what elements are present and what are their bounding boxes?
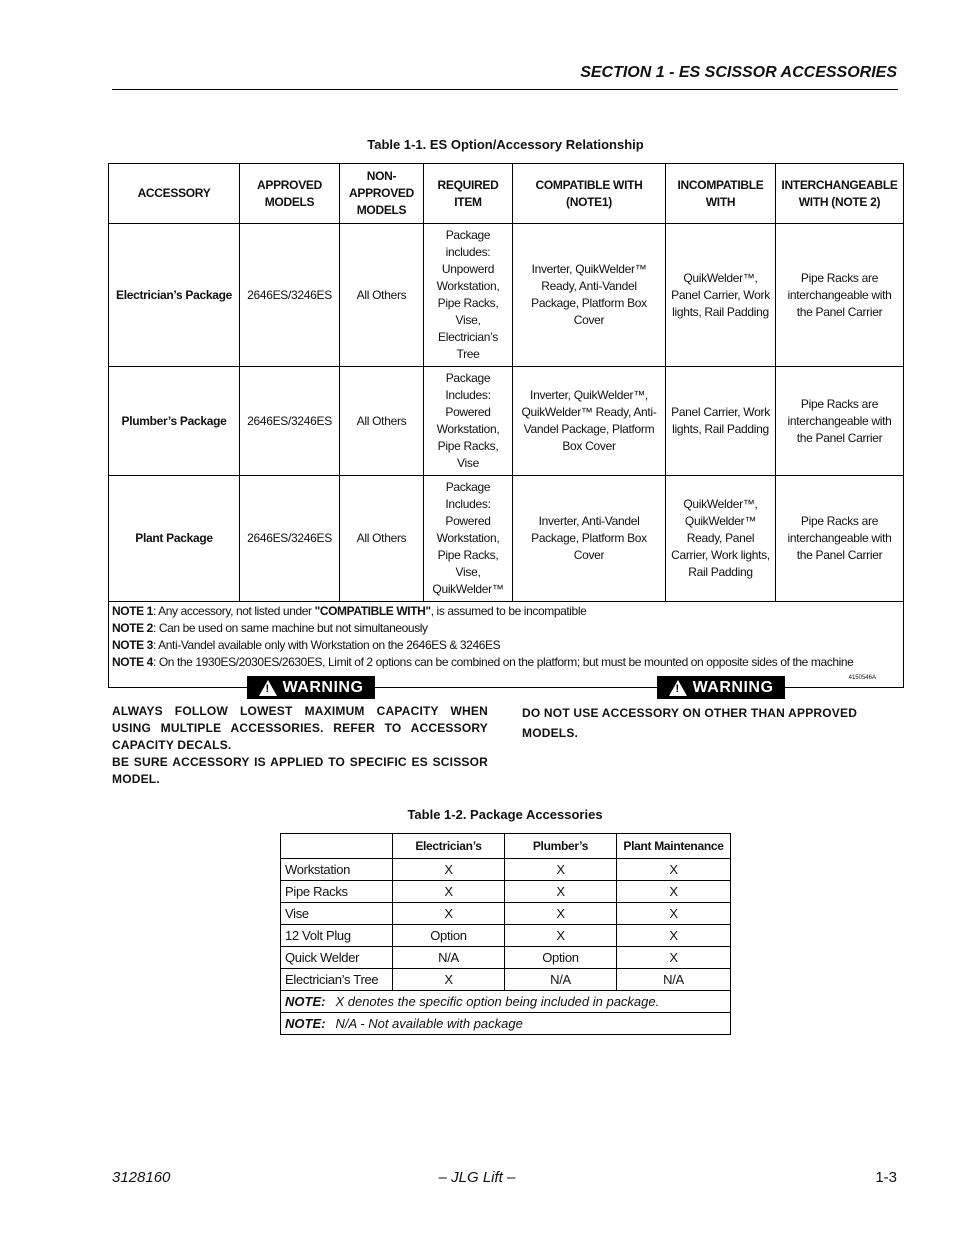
accessory-cell: Plant Package [109,476,240,602]
electricians-cell: X [393,969,505,991]
col-header-accessory: ACCESSORY [109,164,240,224]
item-label: Vise [281,903,393,925]
col-header-required-item: REQUIRED ITEM [424,164,513,224]
warning-paragraph: BE SURE ACCESSORY IS APPLIED TO SPECIFIC ES SCISSOR MODEL. [112,755,488,786]
table-row [281,859,731,881]
accessory-cell: Plumber’s Package [109,367,240,476]
col-header-non-approved-models: NON-APPROVED MODELS [340,164,424,224]
compatible-with-cell: Inverter, Anti-Vandel Package, Platform Box Cover [513,476,666,602]
warning-label: WARNING [282,679,364,696]
table-row [281,903,731,925]
table2-note-2: NOTE: N/A - Not available with package [281,1013,731,1035]
electricians-cell: X [393,903,505,925]
table1-caption: Table 1-1. ES Option/Accessory Relationship [367,137,644,152]
col-header-compatible-with: COMPATIBLE WITH (NOTE1) [513,164,666,224]
warning-label: WARNING [692,679,774,696]
notes-row [109,602,904,688]
note-4: NOTE 4: On the 1930ES/2030ES/2630ES, Limit of 2 options can be combined on the platform; but must be mounted on opposite sides of the machine [112,655,854,669]
non-approved-models-cell: All Others [340,224,424,367]
warning-triangle-icon: ! [669,680,687,696]
required-item-cell: Package includes: Unpowerd Workstation, Pipe Racks, Vise, Electrician’s Tree [424,224,513,367]
table-row [281,925,731,947]
interchangeable-with-cell: Pipe Racks are interchangeable with the Panel Carrier [776,367,904,476]
plumbers-cell: X [505,859,617,881]
plumbers-cell: N/A [505,969,617,991]
notes-cell [109,602,904,688]
plant-maintenance-cell: X [617,903,731,925]
plant-maintenance-cell: N/A [617,969,731,991]
note-3: NOTE 3: Anti-Vandel available only with Workstation on the 2646ES & 3246ES [112,638,501,652]
note-2: NOTE 2: Can be used on same machine but not simultaneously [112,621,428,635]
approved-models-cell: 2646ES/3246ES [240,224,340,367]
table-row [109,224,904,367]
option-relationship-table [108,163,904,688]
table2-caption: Table 1-2. Package Accessories [407,807,603,822]
table2-note-1: NOTE: X denotes the specific option being included in package. [281,991,731,1013]
note-1: NOTE 1: Any accessory, not listed under "COMPATIBLE WITH", is assumed to be incompatible [112,604,587,618]
compatible-with-cell: Inverter, QuikWelder™ Ready, Anti-Vandel Package, Platform Box Cover [513,224,666,367]
footer-doc-number: 3128160 [112,1169,171,1186]
table-row [109,367,904,476]
non-approved-models-cell: All Others [340,367,424,476]
col-header-approved-models: APPROVED MODELS [240,164,340,224]
incompatible-with-cell: QuikWelder™, QuikWelder™ Ready, Panel Carrier, Work lights, Rail Padding [666,476,776,602]
col-header-incompatible-with: INCOMPATIBLE WITH [666,164,776,224]
accessory-cell: Electrician’s Package [109,224,240,367]
warning-text-left [112,703,488,788]
figure-ref-code: 4150546A [848,675,876,681]
note-row [281,991,731,1013]
electricians-cell: X [393,859,505,881]
table-header-row [109,164,904,224]
table-row [281,881,731,903]
section-title: SECTION 1 - ES SCISSOR ACCESSORIES [580,64,897,81]
footer-publisher: – JLG Lift – [438,1169,516,1186]
plumbers-cell: Option [505,947,617,969]
plumbers-cell: X [505,925,617,947]
warning-badge-left [247,676,375,699]
required-item-cell: Package Includes: Powered Workstation, Pipe Racks, Vise, QuikWelder™ [424,476,513,602]
plant-maintenance-cell: X [617,881,731,903]
col-header-plant-maintenance: Plant Maintenance [617,834,731,859]
item-label: 12 Volt Plug [281,925,393,947]
incompatible-with-cell: QuikWelder™, Panel Carrier, Work lights, Rail Padding [666,224,776,367]
warning-badge-right [657,676,785,699]
col-header-interchangeable-with: INTERCHANGEABLE WITH (NOTE 2) [776,164,904,224]
electricians-cell: N/A [393,947,505,969]
plumbers-cell: X [505,903,617,925]
electricians-cell: Option [393,925,505,947]
package-accessories-table [280,833,731,1035]
table-header-row [281,834,731,859]
plant-maintenance-cell: X [617,925,731,947]
item-label: Quick Welder [281,947,393,969]
plant-maintenance-cell: X [617,947,731,969]
non-approved-models-cell: All Others [340,476,424,602]
plumbers-cell: X [505,881,617,903]
table-row [281,969,731,991]
note-row [281,1013,731,1035]
header-rule [112,89,898,90]
plant-maintenance-cell: X [617,859,731,881]
col-header-plumbers: Plumber’s [505,834,617,859]
approved-models-cell: 2646ES/3246ES [240,476,340,602]
item-label: Electrician’s Tree [281,969,393,991]
compatible-with-cell: Inverter, QuikWelder™, QuikWelder™ Ready, Anti-Vandel Package, Platform Box Cover [513,367,666,476]
table-row [281,947,731,969]
footer-page-number: 1-3 [875,1169,897,1186]
table-row [109,476,904,602]
electricians-cell: X [393,881,505,903]
col-header-electricians: Electrician’s [393,834,505,859]
warning-paragraph: ALWAYS FOLLOW LOWEST MAXIMUM CAPACITY WHEN USING MULTIPLE ACCESSORIES. REFER TO ACCESSORY CAPACITY DECALS. [112,704,488,752]
item-label: Pipe Racks [281,881,393,903]
interchangeable-with-cell: Pipe Racks are interchangeable with the Panel Carrier [776,224,904,367]
incompatible-with-cell: Panel Carrier, Work lights, Rail Padding [666,367,776,476]
approved-models-cell: 2646ES/3246ES [240,367,340,476]
item-label: Workstation [281,859,393,881]
required-item-cell: Package Includes: Powered Workstation, Pipe Racks, Vise [424,367,513,476]
col-header-blank [281,834,393,859]
interchangeable-with-cell: Pipe Racks are interchangeable with the Panel Carrier [776,476,904,602]
warning-text-right: DO NOT USE ACCESSORY ON OTHER THAN APPROVED MODELS. [522,706,858,740]
warning-triangle-icon: ! [259,680,277,696]
